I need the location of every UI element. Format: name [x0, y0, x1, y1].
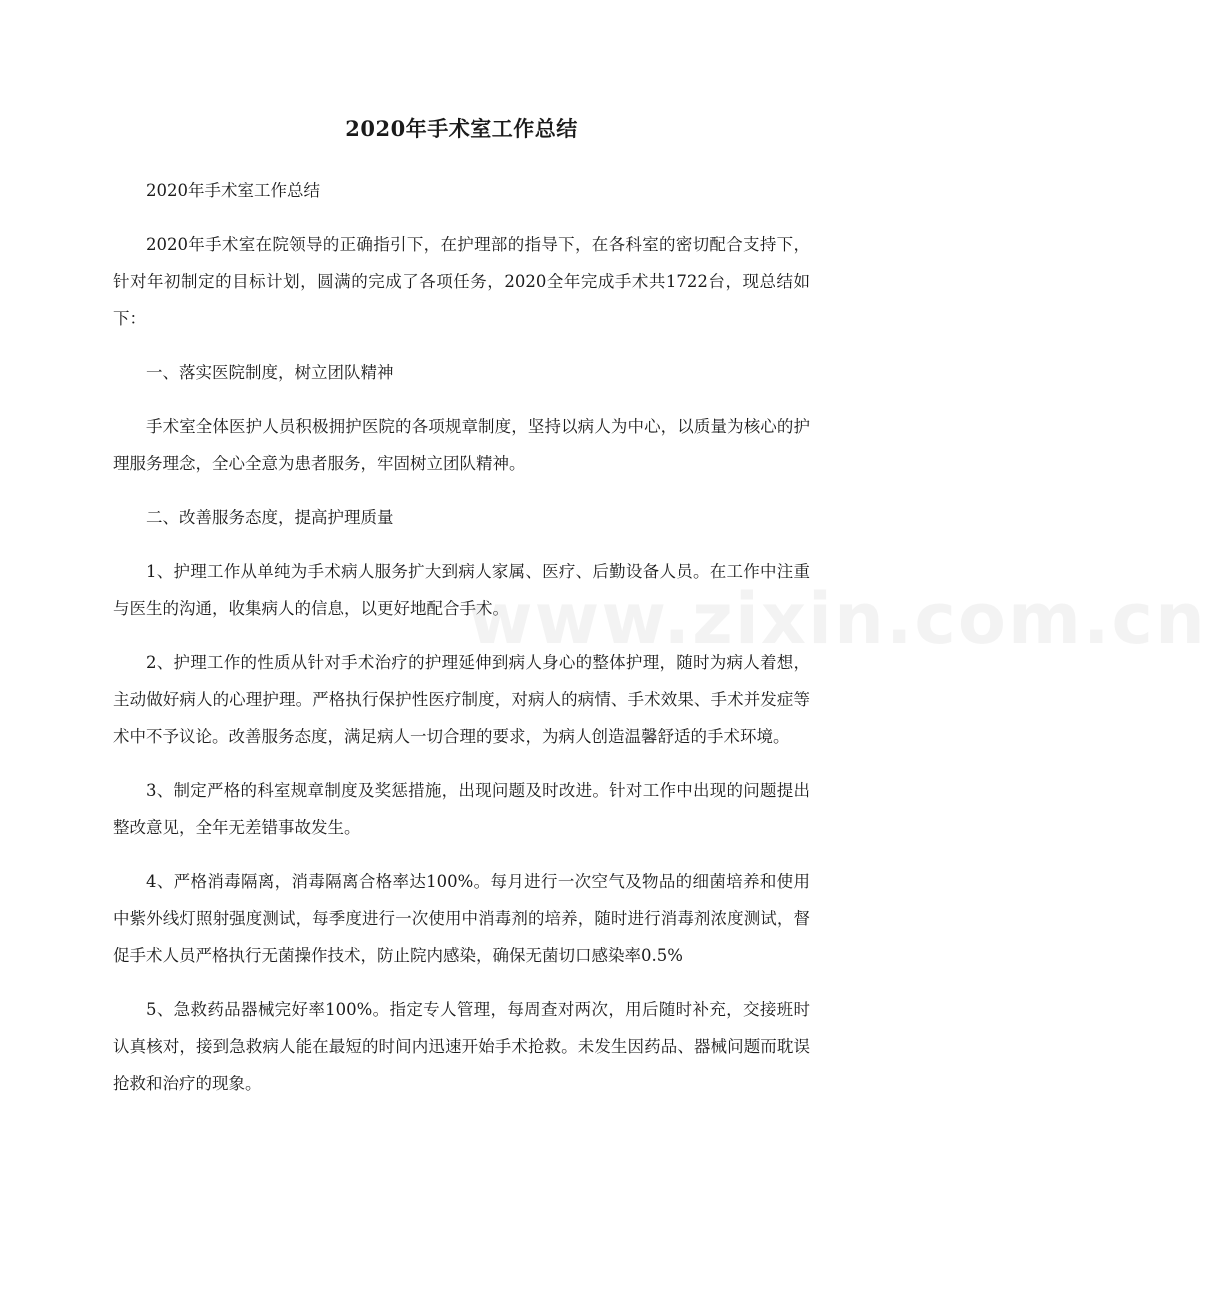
section-heading-1: 一、落实医院制度，树立团队精神 [146, 363, 394, 382]
paragraph-section-1: 手术室全体医护人员积极拥护医院的各项规章制度，坚持以病人为中心，以质量为核心的护理服务理念，全心全意为患者服务，牢固树立团队精神。 [113, 417, 810, 473]
section-heading-2: 二、改善服务态度，提高护理质量 [146, 508, 394, 527]
list-item-5: 5、急救药品器械完好率100%。指定专人管理，每周查对两次，用后随时补充，交接班时认真核对，接到急救病人能在最短的时间内迅速开始手术抢救。未发生因药品、器械问题而耽误抢救和治疗的现象。 [113, 1000, 810, 1093]
list-item-4: 4、严格消毒隔离，消毒隔离合格率达100%。每月进行一次空气及物品的细菌培养和使用中紫外线灯照射强度测试，每季度进行一次使用中消毒剂的培养，随时进行消毒剂浓度测试，督促手术人员严格执行无菌操作技术，防止院内感染，确保无菌切口感染率0.5% [113, 872, 810, 965]
list-item-1: 1、护理工作从单纯为手术病人服务扩大到病人家属、医疗、后勤设备人员。在工作中注重与医生的沟通，收集病人的信息，以更好地配合手术。 [113, 562, 810, 618]
paragraph-intro: 2020年手术室在院领导的正确指引下，在护理部的指导下，在各科室的密切配合支持下，针对年初制定的目标计划，圆满的完成了各项任务，2020全年完成手术共1722台，现总结如下： [113, 235, 810, 328]
paragraph-subtitle: 2020年手术室工作总结 [146, 181, 320, 200]
list-item-2: 2、护理工作的性质从针对手术治疗的护理延伸到病人身心的整体护理，随时为病人着想，主动做好病人的心理护理。严格执行保护性医疗制度，对病人的病情、手术效果、手术并发症等术中不予议论。改善服务态度，满足病人一切合理的要求，为病人创造温馨舒适的手术环境。 [113, 653, 810, 746]
list-item-3: 3、制定严格的科室规章制度及奖惩措施，出现问题及时改进。针对工作中出现的问题提出整改意见，全年无差错事故发生。 [113, 781, 810, 837]
watermark: www.zixin.com.cn [468, 578, 1207, 660]
document-title: 2020年手术室工作总结 [345, 116, 578, 141]
